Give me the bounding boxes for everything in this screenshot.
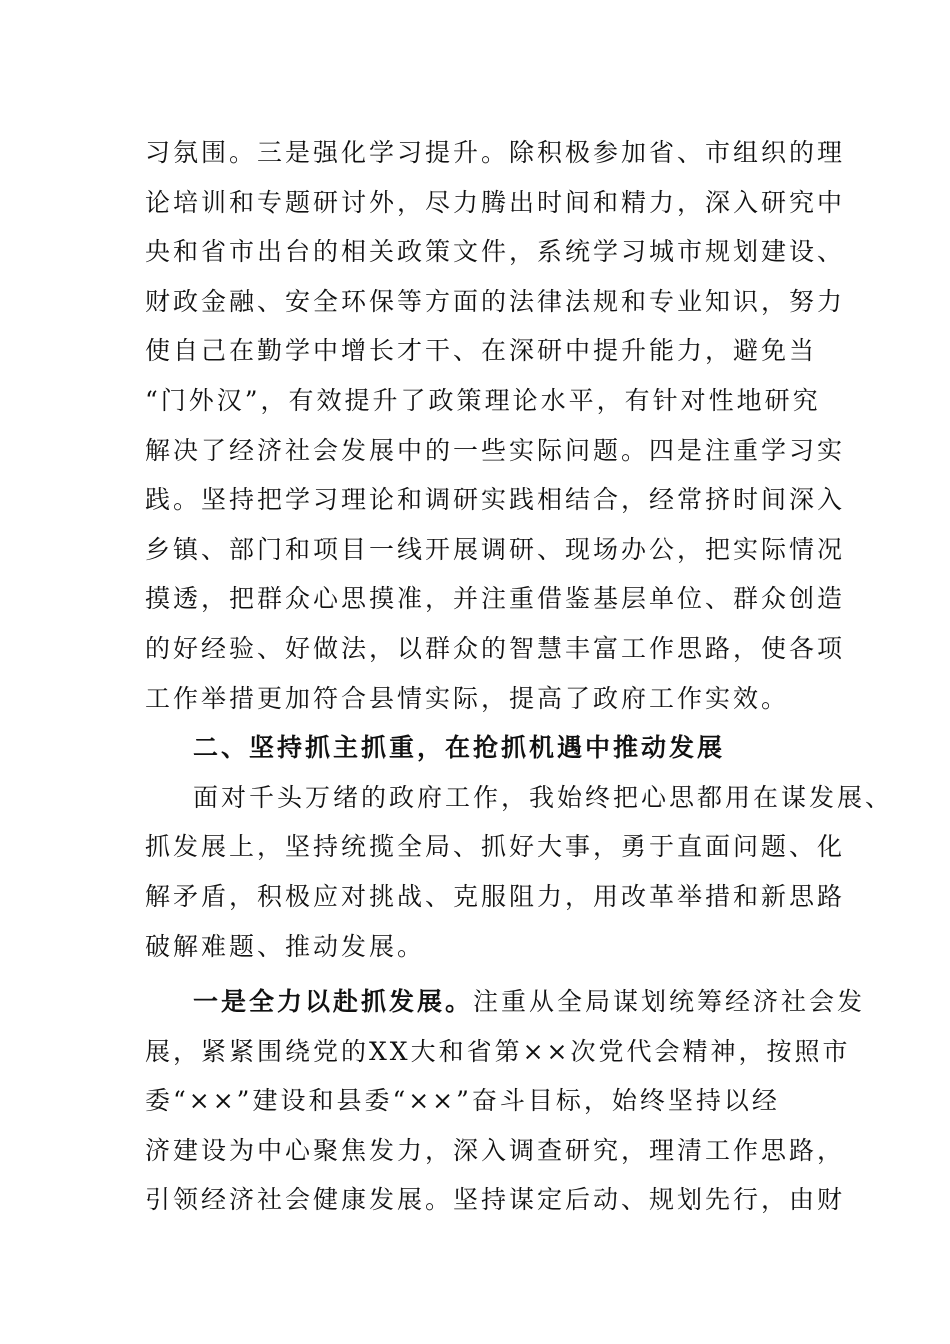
text-line: 面对千头万绪的政府工作，我始终把心思都用在谋发展、 xyxy=(193,782,894,812)
text-line: 乡镇、部门和项目一线开展调研、现场办公，把实际情况 xyxy=(145,534,846,564)
text-line: 抓发展上，坚持统揽全局、抓好大事，勇于直面问题、化 xyxy=(145,832,846,862)
section-heading: 二、坚持抓主抓重，在抢抓机遇中推动发展 xyxy=(193,733,726,763)
paragraph-lead-rest: 注重从全局谋划统筹经济社会发 xyxy=(473,987,866,1017)
text-line: 引领经济社会健康发展。坚持谋定后动、规划先行，由财 xyxy=(145,1185,846,1215)
text-line: 工作举措更加符合县情实际，提高了政府工作实效。 xyxy=(145,683,790,713)
text-line: 论培训和专题研讨外，尽力腾出时间和精力，深入研究中 xyxy=(145,187,846,217)
text-line xyxy=(145,977,866,1027)
text-line: 财政金融、安全环保等方面的法律法规和专业知识，努力 xyxy=(145,286,846,316)
text-line: 委“××”建设和县委“××”奋斗目标，始终坚持以经 xyxy=(145,1086,780,1116)
text-line: “门外汉”，有效提升了政策理论水平，有针对性地研究 xyxy=(145,385,821,415)
paragraph-lead: 一是全力以赴抓发展。 xyxy=(193,987,474,1017)
text-line: 展，紧紧围绕党的XX大和省第××次党代会精神，按照市 xyxy=(145,1036,851,1066)
text-line: 践。坚持把学习理论和调研实践相结合，经常挤时间深入 xyxy=(145,485,846,515)
paragraph-continuation xyxy=(145,128,846,723)
text-line: 济建设为中心聚焦发力，深入调查研究，理清工作思路， xyxy=(145,1135,846,1165)
text-line: 使自己在勤学中增长才干、在深研中提升能力，避免当 xyxy=(145,336,818,366)
text-line: 摸透，把群众心思摸准，并注重借鉴基层单位、群众创造 xyxy=(145,584,846,614)
paragraph-development xyxy=(145,977,866,1225)
text-line: 央和省市出台的相关政策文件，系统学习城市规划建设、 xyxy=(145,237,846,267)
text-line: 破解难题、推动发展。 xyxy=(145,931,426,961)
text-line: 习氛围。三是强化学习提升。除积极参加省、市组织的理 xyxy=(145,138,846,167)
text-line: 解决了经济社会发展中的一些实际问题。四是注重学习实 xyxy=(145,435,846,465)
text-line: 的好经验、好做法，以群众的智慧丰富工作思路，使各项 xyxy=(145,633,846,663)
paragraph-intro xyxy=(145,773,894,971)
text-line: 解矛盾，积极应对挑战、克服阻力，用改革举措和新思路 xyxy=(145,881,846,911)
document-body xyxy=(145,128,894,1225)
